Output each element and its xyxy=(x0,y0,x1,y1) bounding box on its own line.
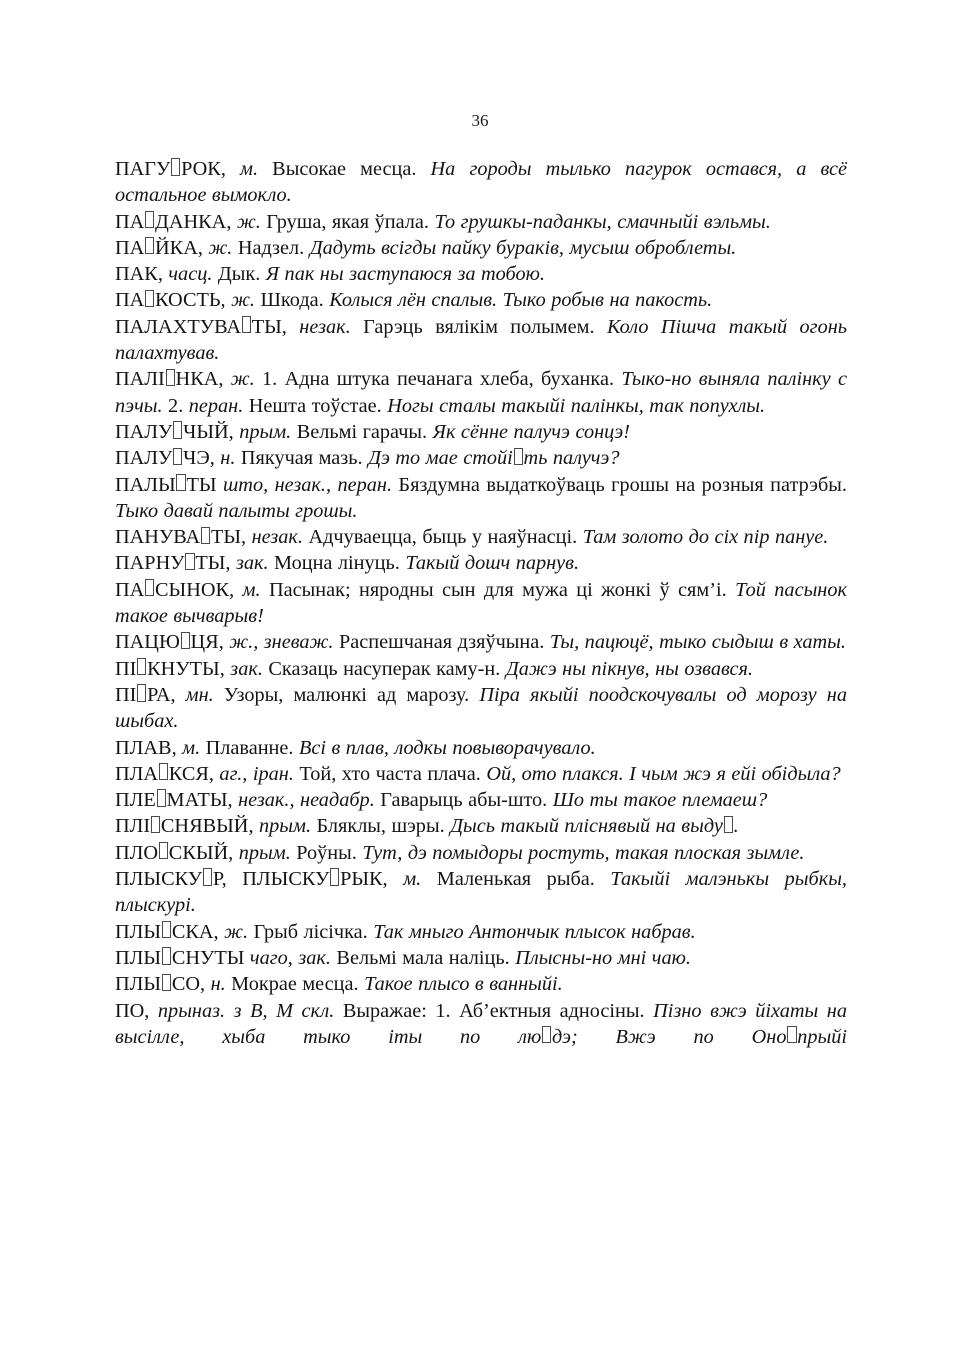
dictionary-entry xyxy=(115,261,847,287)
entry-regular-text: Адчуваецца, быць у наяўнасці. xyxy=(302,526,583,549)
entry-regular-text: ПЛО СКЫЙ, xyxy=(115,841,239,864)
missing-glyph-box xyxy=(145,579,154,596)
entry-italic-text: Шо ты такое племаеш? xyxy=(552,789,768,812)
entry-italic-text: Дажэ ны пікнув, ны озвався. xyxy=(505,657,753,680)
entry-regular-text: Вельмі мала наліць. xyxy=(330,946,516,969)
entry-regular-text: ПАЛУ ЧЫЙ, xyxy=(115,420,240,443)
entry-regular-text: Вельмі гарачы. xyxy=(291,420,433,443)
entry-italic-text: н. xyxy=(210,973,226,996)
entry-italic-text: Колыся лён спалыв. Тыко робыв на пакость. xyxy=(329,289,713,312)
dictionary-entry xyxy=(115,866,847,919)
entry-italic-text: Ой, ото плакся. І чым жэ я ейі обідыла? xyxy=(486,762,841,785)
entry-regular-text: ПІ КНУТЫ, xyxy=(115,657,231,680)
dictionary-entry xyxy=(115,209,847,235)
entry-italic-text: м. xyxy=(403,868,422,891)
entry-italic-text: Так мныго Антончык плысок набрав. xyxy=(373,920,696,943)
entry-italic-text: Тут, дэ помыдоры ростуть, такая плоская зымле. xyxy=(362,841,805,864)
missing-glyph-box xyxy=(166,369,175,386)
entry-italic-text: перан. xyxy=(188,394,244,417)
entry-regular-text: Той, хто часта плача. xyxy=(293,762,487,785)
dictionary-entry xyxy=(115,682,847,735)
entry-italic-text: прым. xyxy=(239,420,292,443)
dictionary-entry xyxy=(115,761,847,787)
entry-regular-text: ПАЛІ НКА, xyxy=(115,368,231,391)
missing-glyph-box xyxy=(145,211,154,228)
entry-italic-text: ж., зневаж. xyxy=(229,631,334,654)
entry-regular-text: 1. Адна штука печанага хлеба, буханка. xyxy=(254,368,622,391)
entry-italic-text: Піра якыйі поодскочувалы од морозу на шыбах. xyxy=(115,683,847,733)
missing-glyph-box xyxy=(162,947,171,964)
entry-italic-text: прым. xyxy=(259,815,312,838)
missing-glyph-box xyxy=(787,1026,796,1043)
entry-italic-text: Той пасынок такое вычварыв! xyxy=(115,578,847,628)
dictionary-entry xyxy=(115,945,847,971)
entry-italic-text: зак. xyxy=(230,657,263,680)
entry-italic-text: ж. xyxy=(230,368,255,391)
entry-italic-text: н. xyxy=(220,447,236,470)
entry-regular-text: Сказаць насуперак каму-н. xyxy=(262,657,506,680)
entry-regular-text: Шкода. xyxy=(255,289,330,312)
entry-italic-text: прыназ. з В, М скл. xyxy=(157,999,335,1022)
entry-regular-text: ПАРНУ ТЫ, xyxy=(115,552,236,575)
missing-glyph-box xyxy=(159,763,168,780)
entry-regular-text: ПАЦЮ ЦЯ, xyxy=(115,631,230,654)
entry-italic-text: Дысь такый пліснявый на выду . xyxy=(450,815,739,838)
entry-regular-text: ПЛІ СНЯВЫЙ, xyxy=(115,815,259,838)
entry-regular-text: Грыб лісічка. xyxy=(248,920,374,943)
entry-italic-text: Там золото до сіх пір пануе. xyxy=(582,526,829,549)
entry-italic-text: Такыйі малэнькы рыбкы, плыскурі. xyxy=(115,868,848,917)
entry-italic-text: Коло Пішча такый огонь палахтував. xyxy=(115,315,848,365)
dictionary-entry xyxy=(115,156,847,209)
missing-glyph-box xyxy=(145,290,154,307)
entry-regular-text: Надзел. xyxy=(232,236,310,259)
entry-italic-text: незак., неадабр. xyxy=(238,789,375,812)
dictionary-entry xyxy=(115,472,847,525)
entry-regular-text: Гаварыць абы-што. xyxy=(374,789,553,812)
entry-italic-text: часц. xyxy=(168,263,213,286)
dictionary-entry xyxy=(115,445,847,471)
missing-glyph-box xyxy=(162,974,171,991)
entry-regular-text: ПАНУВА ТЫ, xyxy=(115,526,252,549)
dictionary-entries xyxy=(115,156,847,1050)
dictionary-entry xyxy=(115,235,847,261)
entry-regular-text: ПАЛУ ЧЭ, xyxy=(115,447,221,470)
dictionary-entry xyxy=(115,419,847,445)
entry-regular-text: ПАЛЫ ТЫ xyxy=(115,473,223,496)
entry-italic-text: То грушкы-паданкы, смачныйі вэльмы. xyxy=(434,210,771,233)
dictionary-entry xyxy=(115,287,847,313)
entry-italic-text: Дэ то мае стойі ть палучэ? xyxy=(368,447,620,470)
entry-italic-text: Плысны-но мні чаю. xyxy=(515,946,691,969)
dictionary-entry xyxy=(115,524,847,550)
missing-glyph-box xyxy=(181,632,190,649)
missing-glyph-box xyxy=(137,684,146,701)
entry-regular-text: Пасынак; няродны сын для мужа ці жонкі ў сям’і. xyxy=(260,578,736,601)
missing-glyph-box xyxy=(201,527,210,544)
entry-italic-text: Тыко-но выняла палінку с пэчы. xyxy=(115,368,847,417)
entry-regular-text: 2. xyxy=(162,394,189,417)
dictionary-entry xyxy=(115,656,847,682)
missing-glyph-box xyxy=(542,1026,551,1043)
missing-glyph-box xyxy=(151,816,160,833)
entry-regular-text: ПА ДАНКА, xyxy=(115,210,237,233)
entry-italic-text: чаго, зак. xyxy=(249,946,331,969)
entry-regular-text: Маленькая рыба. xyxy=(421,868,611,891)
entry-regular-text: ПАЛАХТУВА ТЫ, xyxy=(115,315,300,338)
dictionary-entry xyxy=(115,840,847,866)
entry-italic-text: прым. xyxy=(238,841,291,864)
entry-regular-text: ПЛА КСЯ, xyxy=(115,762,220,785)
entry-regular-text: Высокае месца. xyxy=(258,158,431,180)
missing-glyph-box xyxy=(185,553,194,570)
entry-regular-text: ПА СЫНОК, xyxy=(115,578,243,601)
entry-italic-text: Ногы сталы такыйі палінкы, так попухлы. xyxy=(387,394,766,417)
entry-regular-text: ПА ЙКА, xyxy=(115,236,209,259)
missing-glyph-box xyxy=(242,316,251,333)
missing-glyph-box xyxy=(173,421,182,438)
missing-glyph-box xyxy=(514,448,523,465)
dictionary-entry xyxy=(115,550,847,576)
missing-glyph-box xyxy=(173,448,182,465)
entry-italic-text: мн. xyxy=(185,683,214,706)
entry-regular-text: Бяздумна выдаткоўваць грошы на розныя патрэбы. xyxy=(392,473,847,496)
entry-regular-text: ПЛЫ СНУТЫ xyxy=(115,946,250,969)
entry-italic-text: незак. xyxy=(251,526,303,549)
entry-italic-text: На городы тылько пагурок остався, а всё остальное вымокло. xyxy=(115,158,848,207)
dictionary-entry xyxy=(115,366,847,419)
dictionary-entry xyxy=(115,813,847,839)
entry-italic-text: Як сённе палучэ сонцэ! xyxy=(432,420,630,443)
entry-regular-text: Выражае: 1. Аб’ектныя адносіны. xyxy=(334,999,654,1022)
entry-regular-text: ПЛАВ, xyxy=(115,736,183,759)
dictionary-entry xyxy=(115,577,847,630)
entry-regular-text: Роўны. xyxy=(290,841,363,864)
entry-italic-text: незак. xyxy=(299,315,351,338)
entry-regular-text: ПЛЫ СКА, xyxy=(115,920,225,943)
entry-regular-text: Узоры, малюнкі ад марозу. xyxy=(213,683,480,706)
entry-italic-text: ж. xyxy=(208,236,233,259)
dictionary-entry xyxy=(115,314,847,367)
missing-glyph-box xyxy=(145,237,154,254)
entry-regular-text: ПА КОСТЬ, xyxy=(115,289,232,312)
entry-regular-text: ПЛЫСКУ Р, ПЛЫСКУ РЫК, xyxy=(115,868,404,891)
dictionary-entry xyxy=(115,919,847,945)
entry-italic-text: Ты, пацюцё, тыко сыдыш в хаты. xyxy=(549,631,846,654)
entry-italic-text: зак. xyxy=(235,552,269,575)
entry-regular-text: ПЛЕ МАТЫ, xyxy=(115,789,239,812)
dictionary-entry xyxy=(115,998,847,1051)
dictionary-entry xyxy=(115,735,847,761)
entry-italic-text: Всі в плав, лодкы повыворачувало. xyxy=(298,736,596,759)
entry-italic-text: Я пак ны заступаюся за тобою. xyxy=(265,263,545,286)
entry-regular-text: Гарэць вялікім полымем. xyxy=(350,315,607,338)
missing-glyph-box xyxy=(157,789,166,806)
entry-italic-text: што, незак., перан. xyxy=(222,473,393,496)
entry-regular-text: Пякучая мазь. xyxy=(235,447,369,470)
missing-glyph-box xyxy=(137,658,146,675)
entry-italic-text: м. xyxy=(240,158,259,180)
missing-glyph-box xyxy=(159,842,168,859)
entry-regular-text: ПАГУ РОК, xyxy=(115,158,241,180)
entry-regular-text: Бляклы, шэры. xyxy=(311,815,451,838)
missing-glyph-box xyxy=(162,921,171,938)
entry-italic-text: ж. xyxy=(236,210,261,233)
dictionary-entry xyxy=(115,787,847,813)
entry-italic-text: ж. xyxy=(224,920,249,943)
missing-glyph-box xyxy=(171,158,180,175)
missing-glyph-box xyxy=(203,868,212,885)
entry-italic-text: аг., іран. xyxy=(219,762,294,785)
missing-glyph-box xyxy=(724,816,733,833)
entry-regular-text: Мокрае месца. xyxy=(225,973,365,996)
entry-regular-text: ПІ РА, xyxy=(115,683,186,706)
entry-italic-text: м. xyxy=(182,736,201,759)
missing-glyph-box xyxy=(330,868,339,885)
entry-regular-text: ПАК, xyxy=(115,263,169,286)
dictionary-entry xyxy=(115,971,847,997)
entry-regular-text: ПЛЫ СО, xyxy=(115,973,211,996)
entry-regular-text: Распешчаная дзяўчына. xyxy=(333,631,550,654)
page-number: 36 xyxy=(471,111,489,130)
entry-italic-text: Пізно вжэ йіхаты на высілле, хыба тыко іты по лю дэ; Вжэ по Оно прыйі xyxy=(115,999,848,1048)
entry-regular-text: ПО, xyxy=(115,999,158,1022)
entry-italic-text: ж. xyxy=(231,289,255,312)
missing-glyph-box xyxy=(176,474,185,491)
entry-regular-text: Моцна лінуць. xyxy=(268,552,406,575)
entry-italic-text: Дадуть всігды пайку бураків, мусыш оброблеты. xyxy=(309,236,737,259)
entry-regular-text: Плаванне. xyxy=(200,736,299,759)
entry-italic-text: Такый дошч парнув. xyxy=(405,552,580,575)
entry-regular-text: Нешта тоўстае. xyxy=(243,394,388,417)
entry-italic-text: Тыко давай палыты грошы. xyxy=(115,499,358,522)
entry-regular-text: Груша, якая ўпала. xyxy=(260,210,435,233)
entry-regular-text: Дык. xyxy=(212,263,266,286)
entry-italic-text: Такое плысо в ванныйі. xyxy=(364,973,563,996)
dictionary-entry xyxy=(115,629,847,655)
entry-italic-text: м. xyxy=(242,578,261,601)
